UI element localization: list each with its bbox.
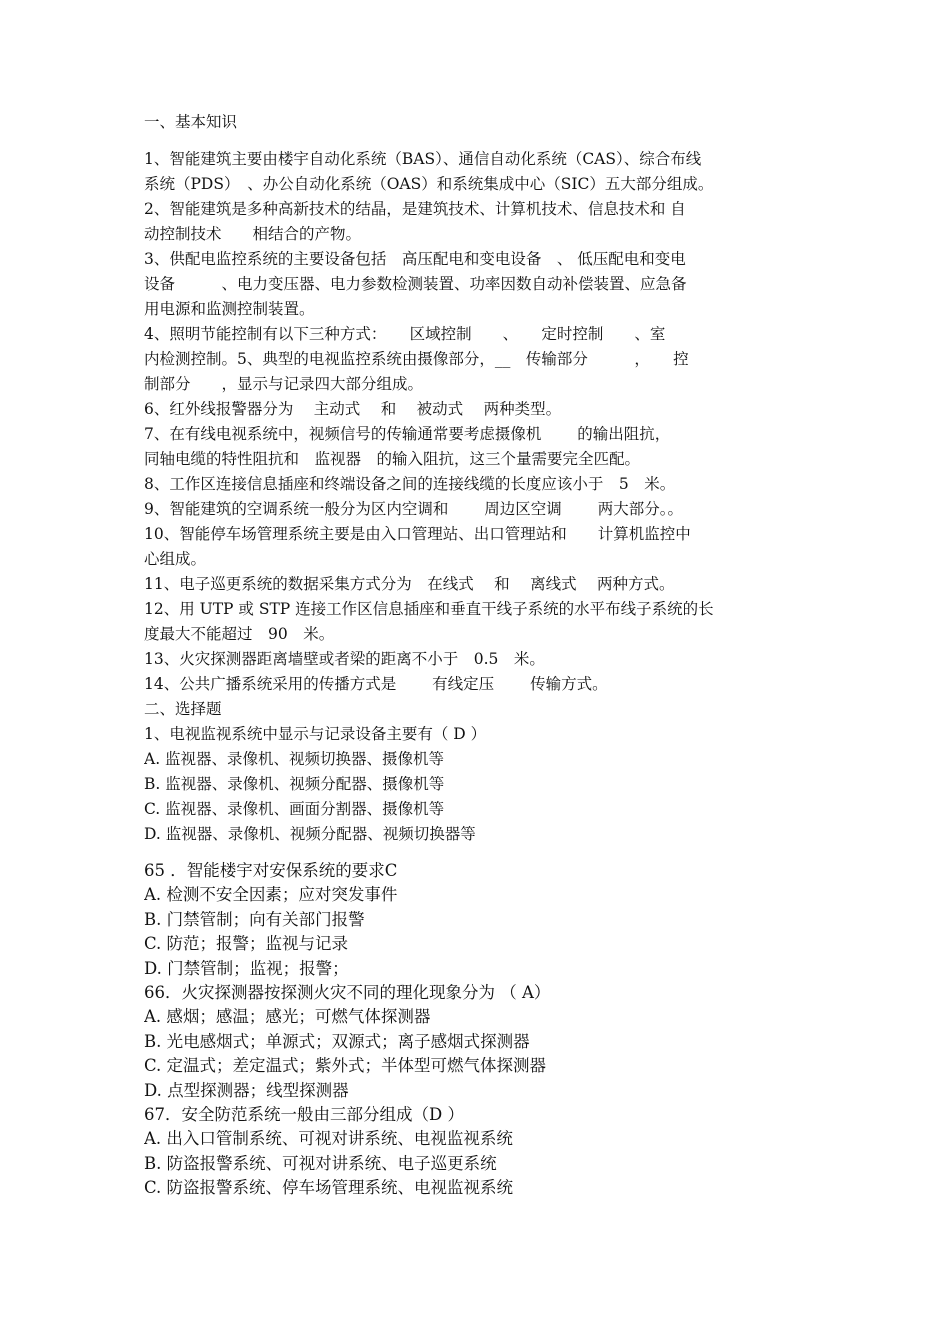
text-line: 心组成。 [144, 550, 207, 568]
text-line: 14、公共广播系统采用的传播方式是 有线定压 传输方式。 [144, 675, 608, 693]
text-line: 内检测控制。5、典型的电视监控系统由摄像部分，__ 传输部分 ， 控 [144, 350, 689, 368]
text-line: 设备 、电力变压器、电力参数检测装置、功率因数自动补偿装置、应急备 [144, 275, 687, 293]
text-line: 9、智能建筑的空调系统一般分为区内空调和 周边区空调 两大部分。。 [144, 500, 683, 518]
document-page [144, 110, 814, 1201]
text-line: 用电源和监测控制装置。 [144, 300, 315, 318]
text-line: 10、智能停车场管理系统主要是由入口管理站、出口管理站和 计算机监控中 [144, 525, 691, 543]
section-basic-knowledge [144, 147, 814, 697]
option-line: D. 门禁管制；监视；报警； [144, 958, 349, 978]
section-multiple-choice [144, 722, 814, 847]
text-line: 13、火灾探测器距离墙壁或者梁的距离不小于 0.5 米。 [144, 650, 545, 668]
text-line: 11、电子巡更系统的数据采集方式分为 在线式 和 离线式 两种方式。 [144, 575, 675, 593]
text-line: 3、供配电监控系统的主要设备包括 高压配电和变电设备 、 低压配电和变电 [144, 250, 686, 268]
option-line: C. 防范；报警；监视与记录 [144, 934, 349, 954]
option-line: D. 点型探测器；线型探测器 [144, 1080, 349, 1100]
question-line: 67．安全防范系统一般由三部分组成（D ） [144, 1105, 464, 1125]
text-line: 4、照明节能控制有以下三种方式： 区域控制 、 定时控制 、室 [144, 325, 666, 343]
option-line: C. 防盗报警系统、停车场管理系统、电视监视系统 [144, 1178, 514, 1198]
option-line: A. 出入口管制系统、可视对讲系统、电视监视系统 [144, 1129, 513, 1149]
section-heading-basic: 一、基本知识 [144, 113, 238, 131]
section-heading-choice: 二、选择题 [144, 700, 222, 718]
spacer [144, 847, 814, 859]
option-line: A. 检测不安全因素；应对突发事件 [144, 885, 398, 905]
question-line: 66．火灾探测器按探测火灾不同的理化现象分为 （ A） [144, 983, 551, 1003]
text-line: 1、智能建筑主要由楼宇自动化系统（BAS）、通信自动化系统（CAS）、综合布线 [144, 150, 702, 168]
text-line: 度最大不能超过 90 米。 [144, 625, 335, 643]
question-line: 1、电视监视系统中显示与记录设备主要有（ D ） [144, 725, 487, 743]
text-line: 6、红外线报警器分为 主动式 和 被动式 两种类型。 [144, 400, 562, 418]
option-line: A. 感烟；感温；感光；可燃气体探测器 [144, 1007, 431, 1027]
option-line: D. 监视器、录像机、视频分配器、视频切换器等 [144, 825, 476, 843]
text-line: 动控制技术 相结合的产物。 [144, 225, 362, 243]
question-line: 65 ．智能楼宇对安保系统的要求C [144, 861, 398, 880]
text-line: 8、工作区连接信息插座和终端设备之间的连接线缆的长度应该小于 5 米。 [144, 475, 676, 493]
option-line: B. 防盗报警系统、可视对讲系统、电子巡更系统 [144, 1153, 497, 1173]
text-line: 制部分 ，显示与记录四大部分组成。 [144, 375, 424, 393]
section-more-questions [144, 859, 814, 1201]
option-line: B. 光电感烟式；单源式；双源式；离子感烟式探测器 [144, 1031, 530, 1051]
option-line: C. 监视器、录像机、画面分割器、摄像机等 [144, 800, 445, 818]
option-line: A. 监视器、录像机、视频切换器、摄像机等 [144, 750, 445, 768]
option-line: B. 门禁管制；向有关部门报警 [144, 909, 365, 929]
text-line: 系统（PDS） 、办公自动化系统（OAS）和系统集成中心（SIC）五大部分组成。 [144, 175, 714, 193]
text-line: 12、用 UTP 或 STP 连接工作区信息插座和垂直干线子系统的水平布线子系统的长 [144, 600, 714, 618]
option-line: C. 定温式；差定温式；紫外式；半体型可燃气体探测器 [144, 1056, 547, 1076]
text-line: 2、智能建筑是多种高新技术的结晶，是建筑技术、计算机技术、信息技术和 自 [144, 200, 686, 218]
text-line: 同轴电缆的特性阻抗和 监视器 的输入阻抗，这三个量需要完全匹配。 [144, 450, 641, 468]
spacer [144, 135, 814, 147]
option-line: B. 监视器、录像机、视频分配器、摄像机等 [144, 775, 445, 793]
text-line: 7、在有线电视系统中，视频信号的传输通常要考虑摄像机 的输出阻抗， [144, 425, 671, 443]
